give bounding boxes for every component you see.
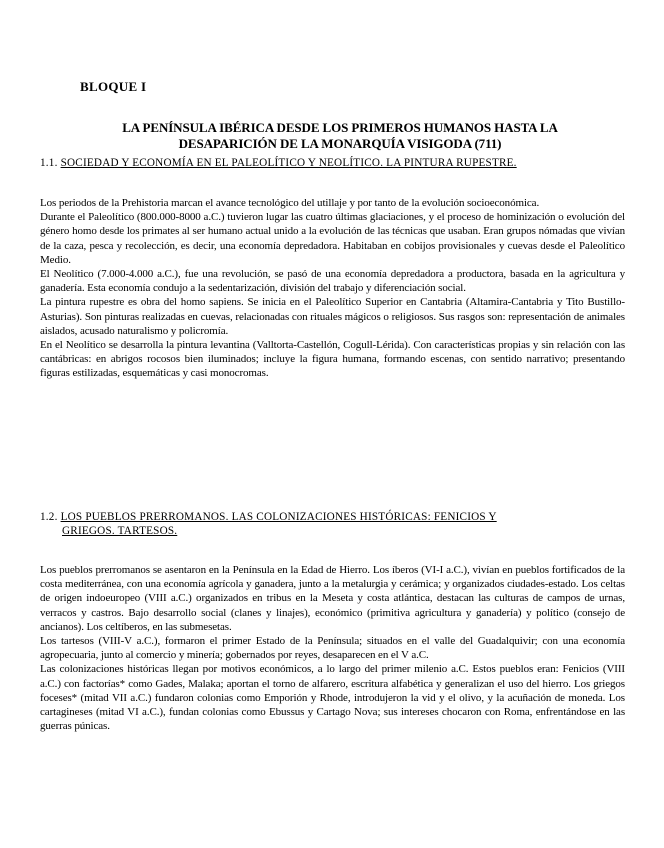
section-2-heading [40, 510, 625, 538]
document-title [40, 120, 640, 152]
paragraph: En el Neolítico se desarrolla la pintura levantina (Valltorta-Castellón, Cogull-Lérida). Con características propias y sin relación con las cantábricas: en abrigos rocosos bien iluminados; incluye la figura humana, formando escenas, con sentido narrativo; presentando figuras estilizadas, esquemáticas y casi monocromas. [40, 339, 625, 380]
section-2-title-line-1: LOS PUEBLOS PRERROMANOS. LAS COLONIZACIONES HISTÓRICAS: FENICIOS Y [60, 511, 497, 523]
paragraph: Los pueblos prerromanos se asentaron en la Península en la Edad de Hierro. Los íberos (VI-I a.C.), vivían en pueblos fortificados de la costa mediterránea, con una economía agrícola y ganadera, junto a la metalurgia y cerámica; y organizados ciudades-estado. Los celtas de origen indoeuropeo (VIII a.C.) organizados en tribus en la Meseta y costa atlántica, destacan las culturas de campos de urnas, verracos y castros. Bajo desarrollo social (clanes y linajes), económico (primitiva agricultura y ganadería) y político (consejo de ancianos). Los celtíberos, en las submesetas. [40, 564, 625, 633]
paragraph: El Neolítico (7.000-4.000 a.C.), fue una revolución, se pasó de una economía depredadora a productora, basada en la agricultura y ganadería. Esta economía condujo a la sedentarización, división del trabajo y diferenciación social. [40, 268, 625, 295]
paragraph: Las colonizaciones históricas llegan por motivos económicos, a lo largo del primer milenio a.C. Estos pueblos eran: Fenicios (VIII a.C.) con factorías* como Gades, Malaka; aportan el torno de alfarero, escritura alfabética y generalizan el uso del hierro. Los griegos foceses* (mitad VII a.C.) fundaron colonias como Emporión y Rhode, introdujeron la vid y el olivo, y la acuñación de moneda. Los cartagineses (mitad VI a.C.), fundan colonias como Ebussus y Cartago Nova; sus intereses chocaron con Roma, enfrentándose en las guerras púnicas. [40, 663, 625, 733]
section-1-number: 1.1. [40, 157, 58, 169]
section-2-title-line-2: GRIEGOS. TARTESOS. [62, 525, 178, 537]
section-1-heading [40, 156, 625, 170]
paragraph: La pintura rupestre es obra del homo sapiens. Se inicia en el Paleolítico Superior en Cantabria (Altamira-Cantabria y Tito Bustillo-Asturias). Son pinturas realizadas en cuevas, relacionadas con rituales mágicos o religiosos. Sus rasgos son: representación de animales aislados, acusado naturalismo y policromía. [40, 296, 625, 337]
paragraph: Durante el Paleolítico (800.000-8000 a.C.) tuvieron lugar las cuatro últimas glaciaciones, y el proceso de hominización o evolución del género homo desde los primates al ser humano actual unido a la evolución de las técnicas que usaban. Eran grupos nómadas que vivían de la caza, pesca y recolección, es decir, una economía depredadora. Habitaban en cobijos provisionales y cuevas desde el Paleolítico Medio. [40, 211, 625, 266]
section-2-number: 1.2. [40, 511, 58, 523]
title-line-1: LA PENÍNSULA IBÉRICA DESDE LOS PRIMEROS HUMANOS HASTA LA [122, 120, 558, 135]
paragraph: Los periodos de la Prehistoria marcan el avance tecnológico del utillaje y por tanto de la evolución socioeconómica. [40, 197, 540, 209]
block-label: BLOQUE I [80, 79, 147, 94]
section-2-body [40, 563, 625, 733]
title-line-2: DESAPARICIÓN DE LA MONARQUÍA VISIGODA (711) [178, 136, 502, 151]
paragraph: Los tartesos (VIII-V a.C.), formaron el primer Estado de la Península; situados en el valle del Guadalquivir; con una economía agropecuaria, junto al comercio y minería; gobernados por reyes, desaparecen en el V a.C. [40, 635, 625, 662]
section-1-title: SOCIEDAD Y ECONOMÍA EN EL PALEOLÍTICO Y NEOLÍTICO. LA PINTURA RUPESTRE. [60, 157, 517, 169]
section-1-body [40, 196, 625, 381]
